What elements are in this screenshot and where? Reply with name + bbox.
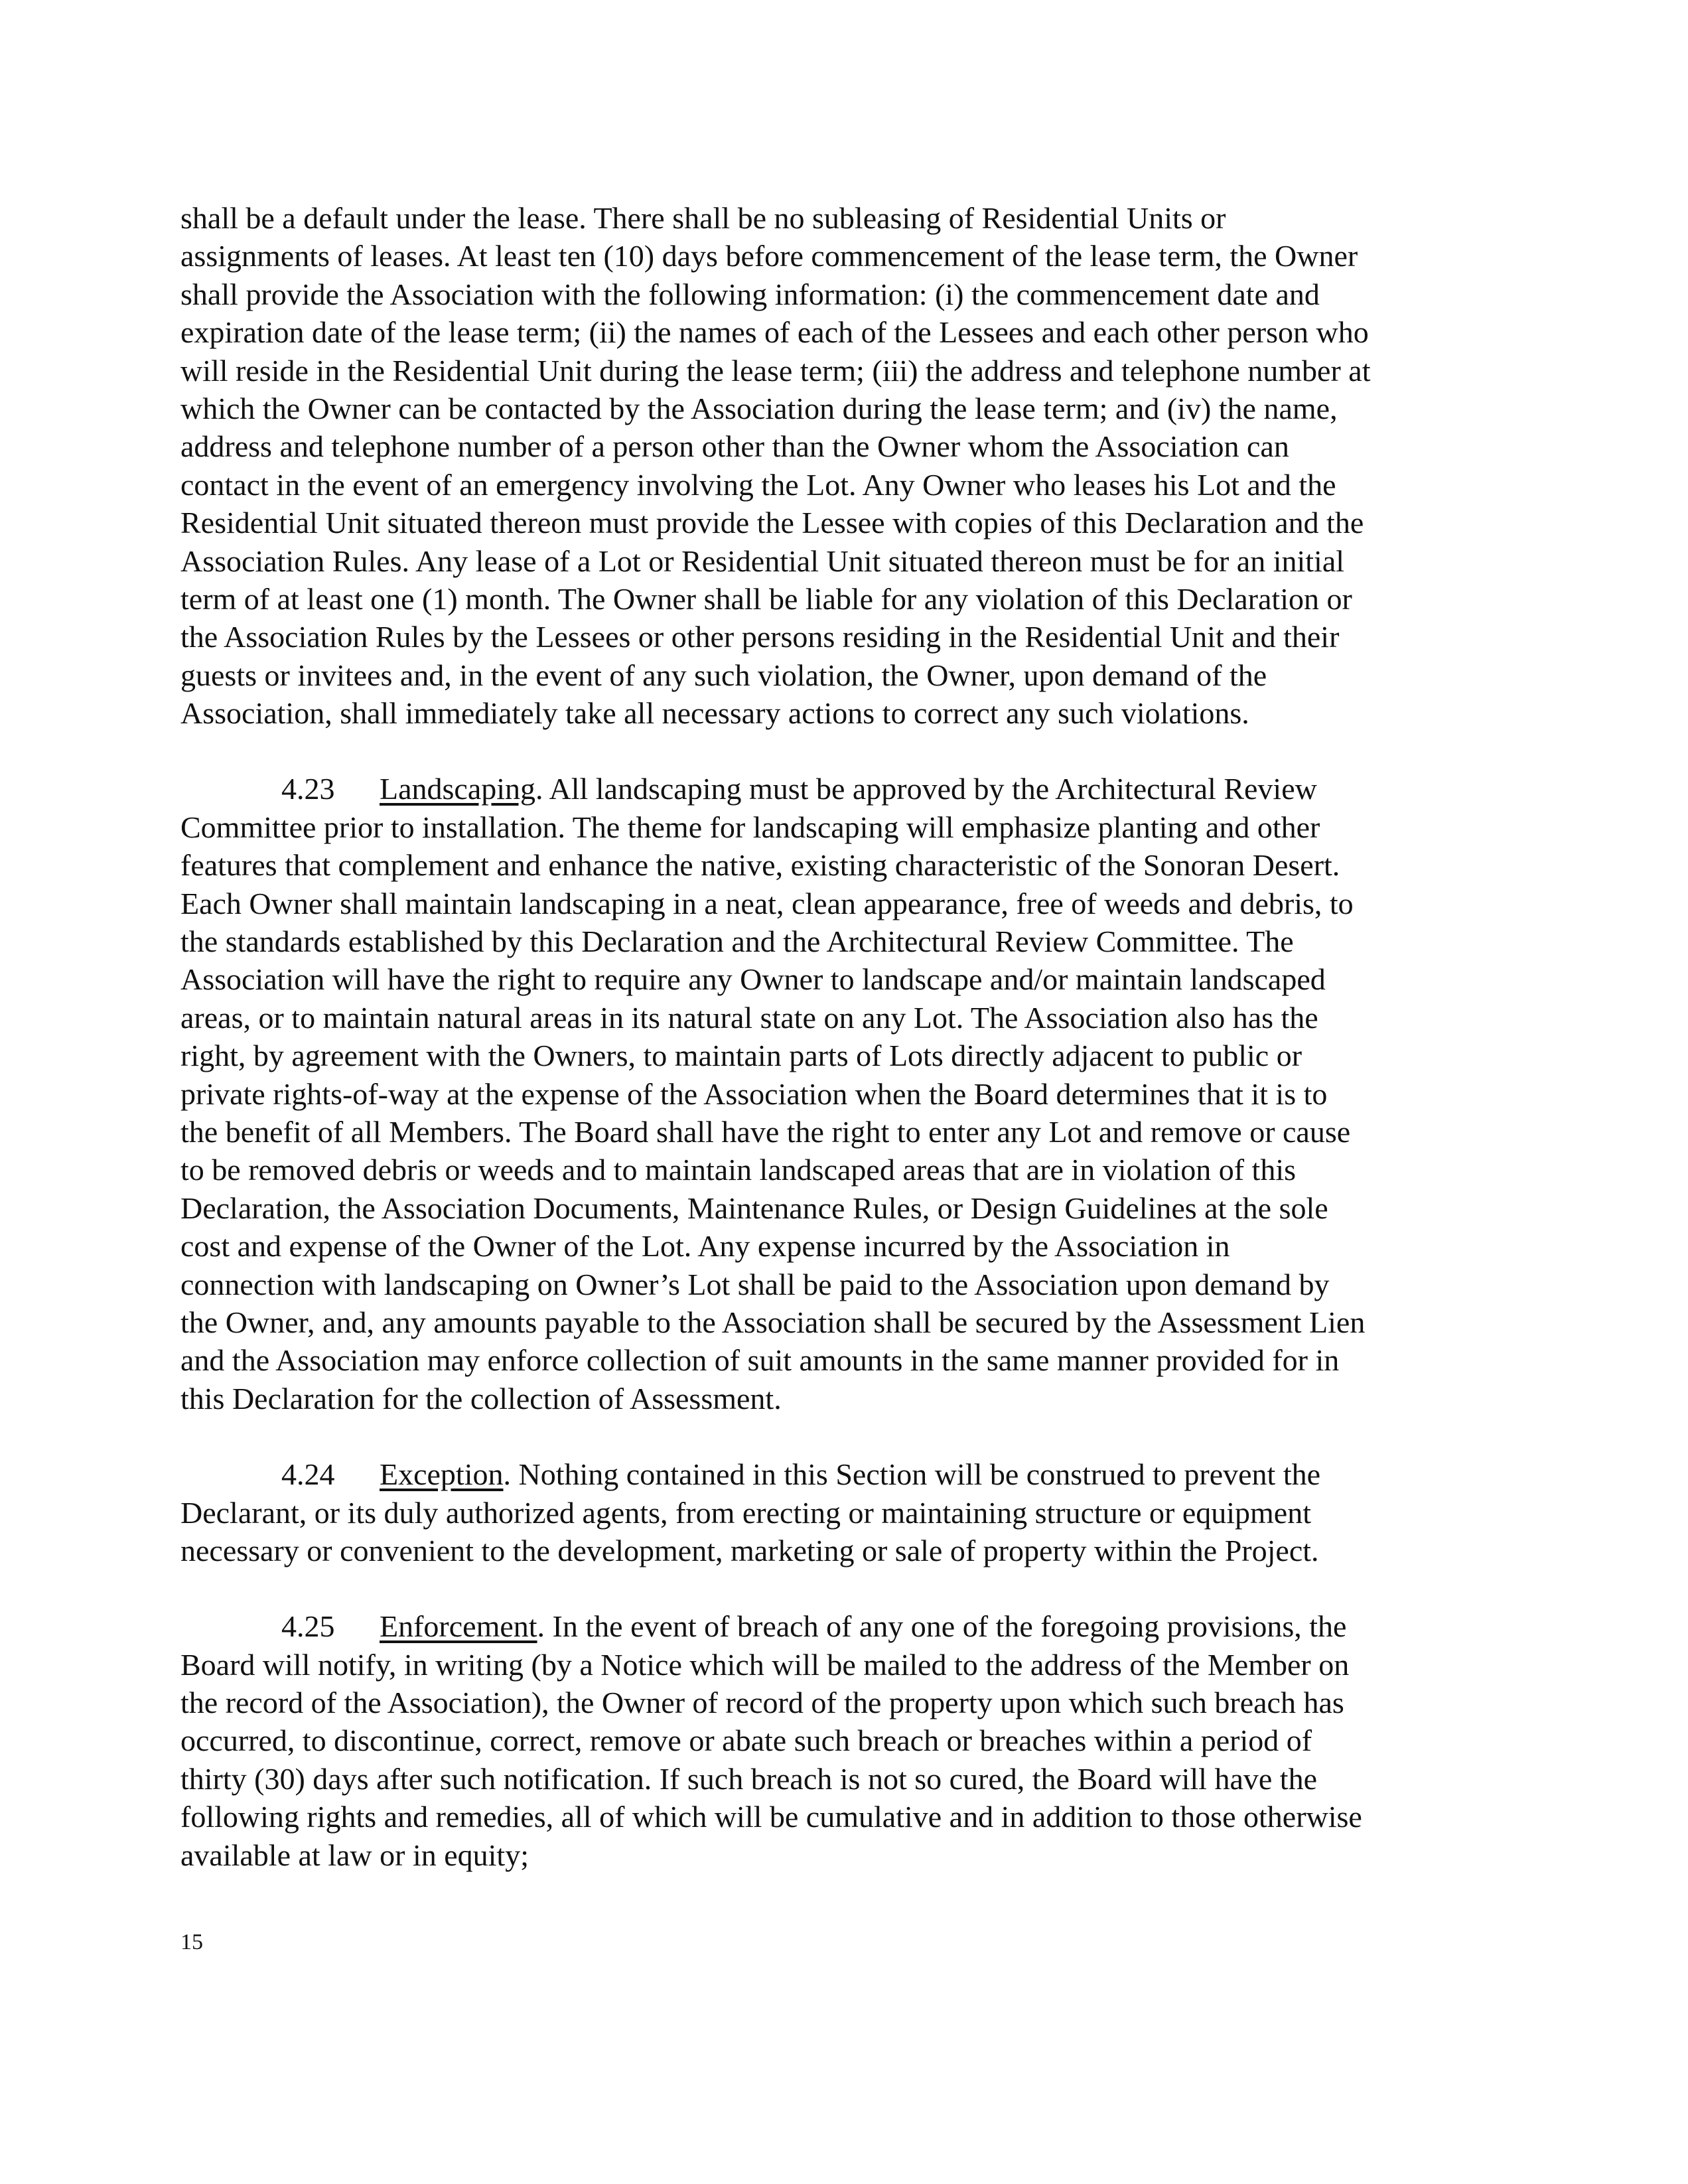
section-first-line [180, 1607, 1508, 1645]
text-line: connection with landscaping on Owner’s Lot shall be paid to the Association upon demand by [180, 1267, 1330, 1301]
text-line: features that complement and enhance the native, existing characteristic of the Sonoran Desert. [180, 848, 1340, 883]
section-first-line [180, 1455, 1508, 1493]
text-line: expiration date of the lease term; (ii) the names of each of the Lessees and each other person who [180, 315, 1369, 350]
text-line: the benefit of all Members. The Board shall have the right to enter any Lot and remove or cause [180, 1114, 1351, 1149]
text-line: Association will have the right to require any Owner to landscape and/or maintain landscaped [180, 962, 1326, 997]
text-line: Association, shall immediately take all necessary actions to correct any such violations. [180, 696, 1249, 731]
text-line: Committee prior to installation. The theme for landscaping will emphasize planting and other [180, 810, 1320, 844]
text-line: Board will notify, in writing (by a Notice which will be mailed to the address of the Member on [180, 1647, 1350, 1682]
section-first-line-text: . Nothing contained in this Section will be construed to prevent the [503, 1457, 1321, 1492]
text-line: the Association Rules by the Lessees or other persons residing in the Residential Unit and their [180, 620, 1340, 654]
text-line: Declaration, the Association Documents, Maintenance Rules, or Design Guidelines at the sole [180, 1191, 1328, 1225]
text-line: address and telephone number of a person other than the Owner whom the Association can [180, 429, 1289, 464]
section-4-24-exception [180, 1455, 1508, 1569]
section-first-line-text: . In the event of breach of any one of the foregoing provisions, the [537, 1609, 1347, 1644]
page-number: 15 [180, 1930, 203, 1954]
text-line: Association Rules. Any lease of a Lot or Residential Unit situated thereon must be for an initial [180, 544, 1345, 578]
text-line: occurred, to discontinue, correct, remove or abate such breach or breaches within a period of [180, 1723, 1312, 1758]
text-line: private rights-of-way at the expense of the Association when the Board determines that it is to [180, 1076, 1328, 1111]
text-line: contact in the event of an emergency involving the Lot. Any Owner who leases his Lot and the [180, 467, 1336, 502]
text-line: the Owner, and, any amounts payable to the Association shall be secured by the Assessment Lien [180, 1305, 1366, 1339]
text-line: shall provide the Association with the following information: (i) the commencement date and [180, 277, 1320, 311]
section-number: 4.23 [281, 772, 335, 806]
text-line: Declarant, or its duly authorized agents, from erecting or maintaining structure or equipment [180, 1495, 1311, 1530]
text-line: the standards established by this Declaration and the Architectural Review Committee. The [180, 924, 1294, 959]
paragraph-lease-continuation [180, 199, 1508, 732]
text-line: shall be a default under the lease. There shall be no subleasing of Residential Units or [180, 201, 1226, 235]
text-line: Residential Unit situated thereon must provide the Lessee with copies of this Declaration and the [180, 506, 1364, 540]
section-heading: Enforcement [380, 1609, 537, 1644]
section-number: 4.25 [281, 1609, 335, 1644]
text-line: term of at least one (1) month. The Owner shall be liable for any violation of this Declaration or [180, 581, 1352, 616]
document-page [180, 199, 1508, 1874]
section-first-line [180, 770, 1508, 808]
text-line: areas, or to maintain natural areas in its natural state on any Lot. The Association also has the [180, 1000, 1318, 1035]
text-line: thirty (30) days after such notification. If such breach is not so cured, the Board will have the [180, 1761, 1317, 1796]
text-line: following rights and remedies, all of which will be cumulative and in addition to those otherwise [180, 1800, 1362, 1834]
text-line: available at law or in equity; [180, 1838, 529, 1872]
text-line: which the Owner can be contacted by the Association during the lease term; and (iv) the name, [180, 391, 1338, 425]
section-number: 4.24 [281, 1457, 335, 1492]
section-4-25-enforcement [180, 1607, 1508, 1874]
text-line: Each Owner shall maintain landscaping in a neat, clean appearance, free of weeds and debris, to [180, 886, 1354, 920]
text-line: will reside in the Residential Unit during the lease term; (iii) the address and telephone number at [180, 353, 1371, 388]
text-line: assignments of leases. At least ten (10) days before commencement of the lease term, the Owner [180, 239, 1358, 273]
text-line: cost and expense of the Owner of the Lot. Any expense incurred by the Association in [180, 1229, 1230, 1264]
section-heading: Landscaping [380, 772, 536, 806]
text-line: to be removed debris or weeds and to maintain landscaped areas that are in violation of this [180, 1153, 1297, 1187]
section-4-23-landscaping [180, 770, 1508, 1418]
text-line: the record of the Association), the Owner of record of the property upon which such breach has [180, 1686, 1344, 1720]
text-line: necessary or convenient to the development, marketing or sale of property within the Project. [180, 1533, 1319, 1567]
text-line: and the Association may enforce collection of suit amounts in the same manner provided for in [180, 1343, 1340, 1378]
text-line: guests or invitees and, in the event of any such violation, the Owner, upon demand of the [180, 658, 1267, 692]
section-first-line-text: . All landscaping must be approved by the Architectural Review [535, 772, 1317, 806]
text-line: this Declaration for the collection of Assessment. [180, 1381, 782, 1416]
text-line: right, by agreement with the Owners, to maintain parts of Lots directly adjacent to public or [180, 1039, 1302, 1073]
section-heading: Exception [380, 1457, 504, 1492]
